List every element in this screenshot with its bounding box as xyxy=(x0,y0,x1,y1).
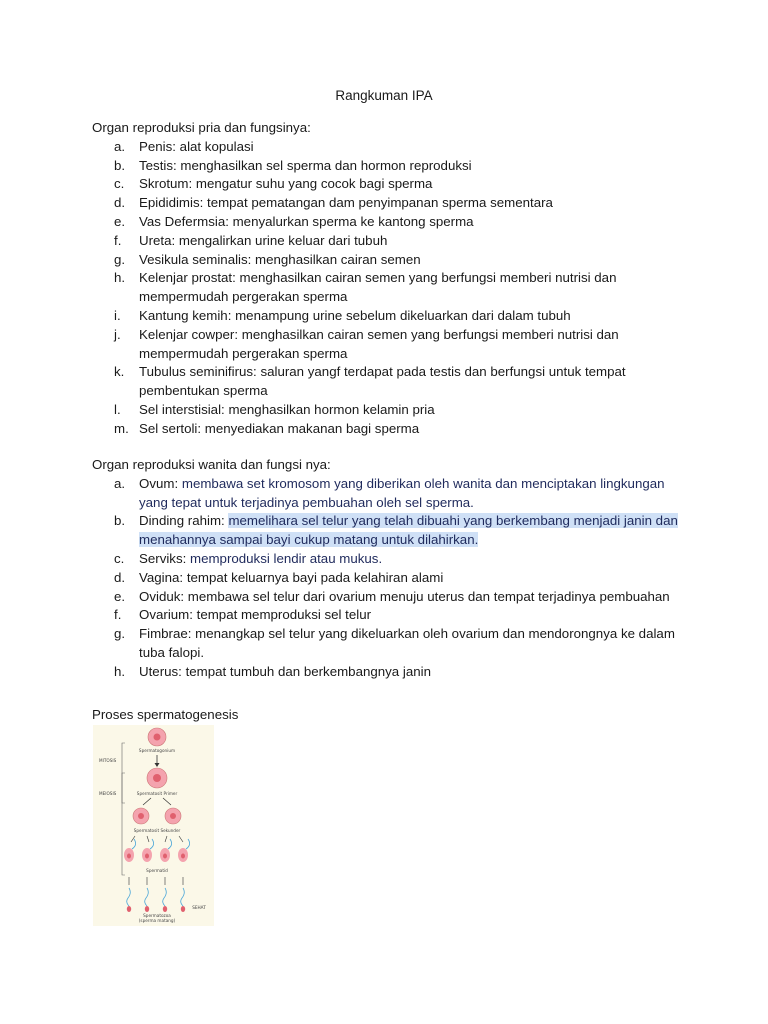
label-mature-sperm: (sperma matang) xyxy=(138,918,176,923)
item-term: Fimbrae: xyxy=(139,626,192,642)
item-term: Uterus: xyxy=(139,663,182,679)
list-item xyxy=(92,420,682,439)
list-marker: h. xyxy=(114,270,126,286)
spermatogenesis-figure xyxy=(93,725,214,926)
list-item xyxy=(92,606,682,625)
item-term: Serviks: xyxy=(139,550,187,566)
list-marker: e. xyxy=(114,588,126,604)
item-term: Ureta: xyxy=(139,232,176,248)
item-description: menghasilkan hormon kelamin pria xyxy=(228,401,435,417)
list-item xyxy=(92,213,682,232)
item-description: tempat keluarnya bayi pada kelahiran alami xyxy=(186,569,444,585)
item-term: Kelenjar prostat: xyxy=(139,270,236,286)
list-marker: k. xyxy=(114,364,125,380)
item-description: menghasilkan cairan semen yang berfungsi memberi nutrisi dan mempermudah pergerakan sperma xyxy=(139,326,619,361)
list-marker: f. xyxy=(114,232,122,248)
item-description: membawa set kromosom yang diberikan oleh wanita dan menciptakan lingkungan yang tepat untuk terjadinya pembuahan oleh sel sperma. xyxy=(139,475,665,510)
list-item xyxy=(92,625,682,663)
list-marker: m. xyxy=(114,420,129,436)
list-marker: h. xyxy=(114,663,126,679)
spermatozoa-group xyxy=(127,888,185,912)
male-organs-list xyxy=(92,138,682,439)
item-term: Dinding rahim: xyxy=(139,513,225,529)
list-marker: c. xyxy=(114,550,125,566)
item-description: tempat tumbuh dan berkembangnya janin xyxy=(185,663,431,679)
list-marker: a. xyxy=(114,475,126,491)
item-term: Tubulus seminifirus: xyxy=(139,364,257,380)
item-description: menghasilkan cairan semen xyxy=(255,251,421,267)
list-marker: a. xyxy=(114,138,126,154)
list-item xyxy=(92,138,682,157)
item-term: Oviduk: xyxy=(139,588,185,604)
item-term: Kantung kemih: xyxy=(139,307,232,323)
item-description: tempat memproduksi sel telur xyxy=(196,607,372,623)
list-marker: d. xyxy=(114,195,126,211)
item-term: Vagina: xyxy=(139,569,184,585)
list-marker: j. xyxy=(114,326,121,342)
item-description: menyediakan makanan bagi sperma xyxy=(204,420,420,436)
item-term: Sel sertoli: xyxy=(139,420,202,436)
item-term: Sel interstisial: xyxy=(139,401,225,417)
item-description: menampung urine sebelum dikeluarkan dari dalam tubuh xyxy=(235,307,571,323)
item-term: Kelenjar cowper: xyxy=(139,326,239,342)
item-description: tempat pematangan dam penyimpanan sperma sementara xyxy=(207,195,553,211)
document-title: Rangkuman IPA xyxy=(335,88,433,103)
item-description: saluran yangf terdapat pada testis dan berfungsi untuk tempat pembentukan sperma xyxy=(139,364,626,399)
item-description: menghasilkan cairan semen yang berfungsi memberi nutrisi dan mempermudah pergerakan sperma xyxy=(139,270,617,305)
list-marker: b. xyxy=(114,157,126,173)
list-item xyxy=(92,550,682,569)
item-description: menyalurkan sperma ke kantong sperma xyxy=(232,213,474,229)
watermark-text: SEHAT xyxy=(192,905,206,910)
list-item xyxy=(92,307,682,326)
list-item xyxy=(92,588,682,607)
secondary-spermatocyte-right-nucleus xyxy=(170,813,176,819)
item-description: membawa sel telur dari ovarium menuju uterus dan tempat terjadinya pembuahan xyxy=(187,588,670,604)
item-term: Ovum: xyxy=(139,475,179,491)
list-marker: l. xyxy=(114,401,121,417)
label-spermatogonium: Spermatogonium xyxy=(138,748,176,753)
list-item xyxy=(92,663,682,682)
item-description: mengalirkan urine keluar dari tubuh xyxy=(178,232,388,248)
list-marker: f. xyxy=(114,607,122,623)
list-item xyxy=(92,251,682,270)
item-description: menangkap sel telur yang dikeluarkan oleh ovarium dan mendorongnya ke dalam tuba falopi. xyxy=(139,626,675,660)
arrows-spermatid xyxy=(129,877,183,885)
process-section xyxy=(92,706,682,725)
item-term: Ovarium: xyxy=(139,607,193,623)
list-item xyxy=(92,326,682,364)
male-organs-heading: Organ reproduksi pria dan fungsinya: xyxy=(92,120,311,135)
list-marker: e. xyxy=(114,213,126,229)
list-item xyxy=(92,157,682,176)
list-marker: b. xyxy=(114,513,126,529)
label-secondary-spermatocyte: Spermatosit Sekunder xyxy=(133,828,181,833)
female-organs-section xyxy=(92,456,682,682)
list-item xyxy=(92,175,682,194)
label-spermatozoa: Spermatozoa xyxy=(143,913,171,918)
process-heading: Proses spermatogenesis xyxy=(92,707,239,722)
list-item xyxy=(92,512,682,550)
list-marker: d. xyxy=(114,569,126,585)
item-description: memelihara sel telur yang telah dibuahi yang berkembang menjadi janin dan menahannya sampai bayi cukup matang untuk dilahirkan. xyxy=(139,513,678,548)
list-item xyxy=(92,232,682,251)
item-description: mengatur suhu yang cocok bagi sperma xyxy=(195,176,433,192)
label-mitosis: MITOSIS xyxy=(99,758,117,763)
item-term: Testis: xyxy=(139,157,177,173)
list-marker: c. xyxy=(114,176,125,192)
phase-bracket-meiosis xyxy=(122,773,125,875)
list-marker: g. xyxy=(114,251,126,267)
item-term: Skrotum: xyxy=(139,176,193,192)
spermatogenesis-diagram xyxy=(93,725,214,926)
female-organs-heading: Organ reproduksi wanita dan fungsi nya: xyxy=(92,457,331,472)
list-item xyxy=(92,401,682,420)
arrow-primary-right xyxy=(163,798,171,805)
item-description: alat kopulasi xyxy=(179,138,254,154)
item-term: Vesikula seminalis: xyxy=(139,251,252,267)
spermatogonium-nucleus xyxy=(154,734,161,741)
arrows-secondary xyxy=(131,836,183,842)
primary-spermatocyte-nucleus xyxy=(153,774,161,782)
item-term: Epididimis: xyxy=(139,195,204,211)
label-meiosis: MEIOSIS xyxy=(99,791,117,796)
label-primary-spermatocyte: Spermatosit Primer xyxy=(136,791,178,796)
list-item xyxy=(92,475,682,513)
item-term: Penis: xyxy=(139,138,176,154)
label-spermatid: Spermatid xyxy=(146,868,168,873)
list-marker: g. xyxy=(114,626,126,642)
list-item xyxy=(92,363,682,401)
list-marker: i. xyxy=(114,307,121,323)
list-item xyxy=(92,194,682,213)
item-description: menghasilkan sel sperma dan hormon reproduksi xyxy=(180,157,472,173)
item-term: Vas Defermsia: xyxy=(139,213,229,229)
spermatid-group xyxy=(124,839,190,862)
secondary-spermatocyte-left-nucleus xyxy=(138,813,144,819)
list-item xyxy=(92,569,682,588)
arrow-mitosis-head xyxy=(155,763,160,767)
item-description: memproduksi lendir atau mukus. xyxy=(190,550,383,566)
male-organs-section xyxy=(92,119,682,439)
arrow-primary-left xyxy=(143,798,151,805)
list-item xyxy=(92,269,682,307)
female-organs-list xyxy=(92,475,682,682)
